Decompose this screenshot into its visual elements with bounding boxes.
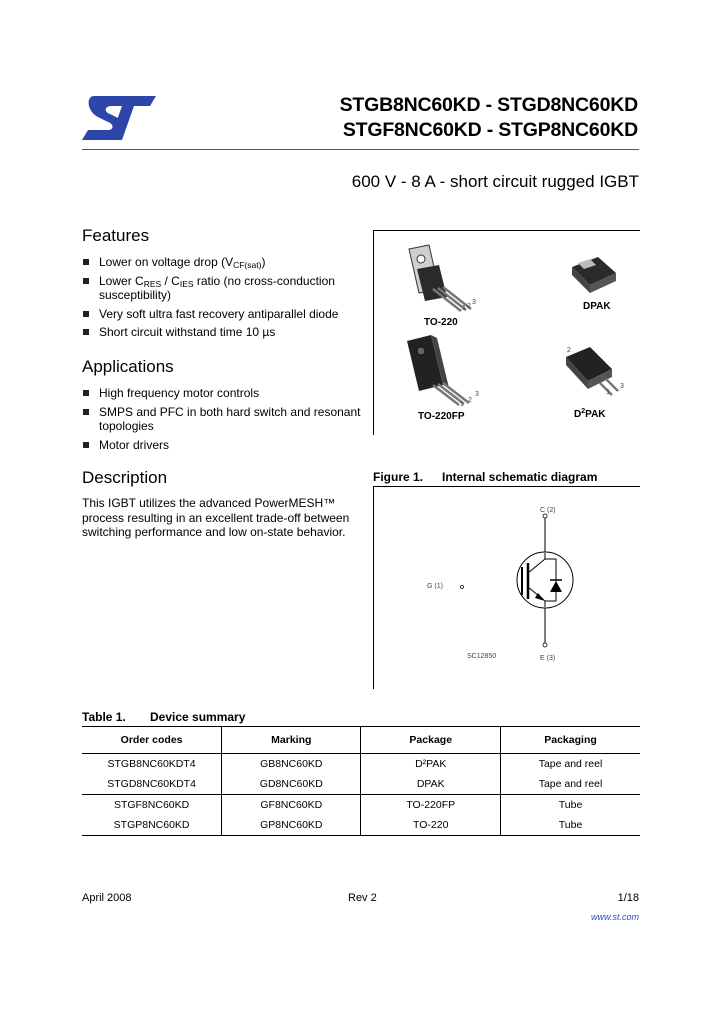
figure-caption bbox=[373, 470, 597, 484]
d2pak-label-sup: 2 bbox=[581, 408, 586, 415]
table-cell: STGF8NC60KD bbox=[82, 795, 222, 816]
subtitle: 600 V - 8 A - short circuit rugged IGBT bbox=[351, 172, 639, 191]
table-row bbox=[82, 774, 640, 795]
collector-label: C (2) bbox=[540, 507, 556, 514]
table-header-row bbox=[82, 727, 640, 754]
footer-revision: Rev 2 bbox=[348, 892, 377, 904]
dpak-label: DPAK bbox=[583, 301, 611, 312]
feature-text: Lower on voltage drop (V bbox=[99, 255, 234, 269]
st-logo bbox=[82, 96, 156, 140]
to220fp-label: TO-220FP bbox=[418, 411, 465, 422]
table-cell: GD8NC60KD bbox=[222, 774, 361, 795]
package-box bbox=[373, 230, 640, 435]
d2pak-pin-2: 2 bbox=[567, 347, 571, 354]
table-header-cell: Packaging bbox=[501, 727, 640, 754]
table-cell: DPAK bbox=[361, 774, 501, 795]
to220-pin-2: 2 bbox=[467, 303, 471, 310]
feature-subscript: IES bbox=[179, 278, 194, 289]
table-header-cell: Package bbox=[361, 727, 501, 754]
feature-text: / C bbox=[161, 273, 180, 288]
description-heading: Description bbox=[82, 468, 168, 487]
table-cell: TO-220FP bbox=[361, 795, 501, 816]
table-cell: Tape and reel bbox=[501, 774, 640, 795]
to220-package-icon bbox=[399, 243, 479, 323]
to220fp-pin-2: 2 bbox=[468, 397, 472, 404]
igbt-schematic bbox=[374, 487, 640, 689]
emitter-label: E (3) bbox=[540, 655, 556, 662]
table-title: Device summary bbox=[150, 710, 246, 724]
table-cell: Tape and reel bbox=[501, 754, 640, 775]
title-line-2: STGF8NC60KD - STGP8NC60KD bbox=[342, 119, 638, 141]
table-cell: Tube bbox=[501, 795, 640, 816]
table-header-cell: Order codes bbox=[82, 727, 222, 754]
table-cell: GP8NC60KD bbox=[222, 815, 361, 836]
application-item: SMPS and PFC in both hard switch and resonant topologies bbox=[82, 405, 362, 434]
features-heading: Features bbox=[82, 226, 150, 245]
table-row bbox=[82, 754, 640, 775]
applications-list bbox=[82, 386, 362, 456]
st-logo-mark bbox=[82, 96, 156, 140]
table-cell: STGP8NC60KD bbox=[82, 815, 222, 836]
description-text: This IGBT utilizes the advanced PowerMESH™ process resulting in an excellent trade-off between switching performance and low on-state behavior. bbox=[82, 496, 350, 539]
to220-pin-1: 1 bbox=[462, 305, 466, 312]
schematic-code: SC12850 bbox=[467, 653, 497, 660]
table-cell: STGD8NC60KDT4 bbox=[107, 778, 196, 790]
footer-page-number: 1/18 bbox=[617, 892, 639, 904]
table-row bbox=[82, 795, 640, 816]
d2pak-pin-1: 1 bbox=[606, 389, 610, 396]
gate-label: G (1) bbox=[427, 583, 443, 590]
to220-label: TO-220 bbox=[424, 317, 458, 328]
feature-text: ) bbox=[261, 255, 266, 269]
applications-heading: Applications bbox=[82, 357, 174, 376]
table-cell: Tube bbox=[501, 815, 640, 836]
title-rule bbox=[82, 149, 639, 150]
table-number: Table 1. bbox=[82, 710, 126, 724]
feature-text: ratio (no cross-conduction susceptibility) bbox=[99, 273, 335, 302]
table-cell: GB8NC60KD bbox=[222, 754, 361, 775]
feature-text: Lower C bbox=[99, 273, 144, 288]
figure-title: Internal schematic diagram bbox=[442, 470, 598, 484]
feature-subscript: CF(sat) bbox=[233, 260, 262, 270]
table-cell: STGB8NC60KDT4 bbox=[107, 758, 196, 770]
d2pak-label-d: D bbox=[574, 409, 582, 420]
table-cell: GF8NC60KD bbox=[222, 795, 361, 816]
website-link[interactable]: www.st.com bbox=[590, 912, 639, 922]
to220fp-package-icon bbox=[399, 335, 479, 413]
dpak-package-icon bbox=[568, 253, 620, 299]
table-caption bbox=[82, 710, 245, 724]
to220fp-pin-1: 1 bbox=[460, 401, 464, 408]
to220-pin-3: 3 bbox=[472, 299, 476, 306]
feature-item: Very soft ultra fast recovery antiparallel diode bbox=[82, 307, 362, 322]
schematic-box bbox=[373, 486, 640, 689]
d2pak-label-rest: PAK bbox=[585, 409, 606, 420]
feature-item bbox=[82, 274, 362, 303]
table-cell: TO-220 bbox=[361, 815, 501, 836]
feature-subscript: RES bbox=[143, 278, 162, 289]
table-header-cell: Marking bbox=[222, 727, 361, 754]
feature-item: Short circuit withstand time 10 µs bbox=[82, 325, 362, 340]
features-list bbox=[82, 255, 362, 344]
device-summary-table bbox=[82, 726, 640, 836]
application-item: Motor drivers bbox=[82, 438, 362, 453]
figure-number: Figure 1. bbox=[373, 470, 424, 484]
d2pak-label bbox=[574, 409, 606, 420]
footer-date: April 2008 bbox=[82, 892, 132, 904]
title-line-1: STGB8NC60KD - STGD8NC60KD bbox=[339, 94, 638, 116]
table-row bbox=[82, 815, 640, 836]
d2pak-pin-3: 3 bbox=[620, 383, 624, 390]
application-item: High frequency motor controls bbox=[82, 386, 362, 401]
to220fp-pin-3: 3 bbox=[475, 391, 479, 398]
table-cell: D²PAK bbox=[361, 754, 501, 775]
feature-item bbox=[82, 255, 362, 270]
